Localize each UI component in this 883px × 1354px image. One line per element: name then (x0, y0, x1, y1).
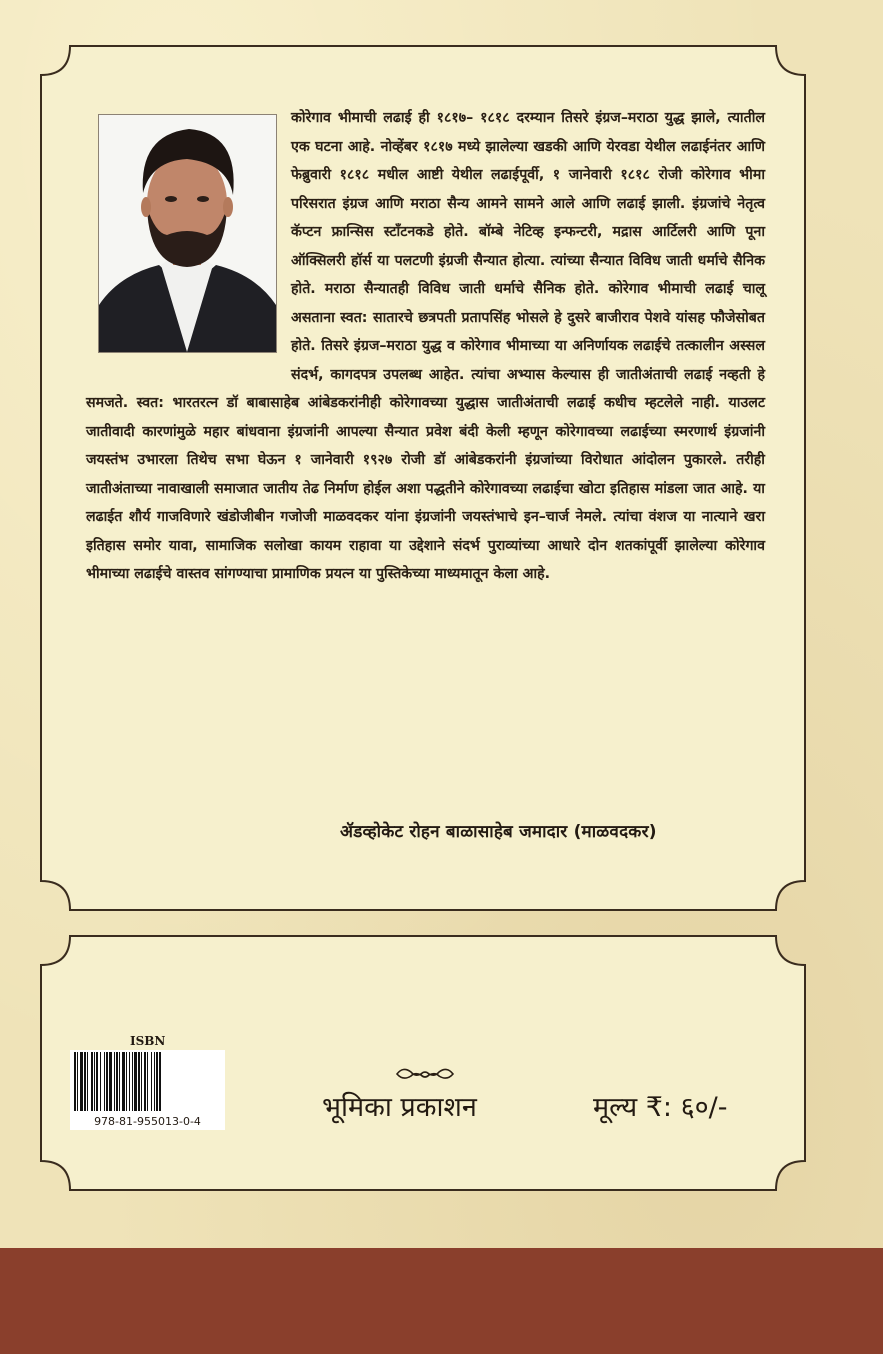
isbn-barcode (70, 1050, 225, 1113)
barcode-bar (126, 1052, 127, 1111)
barcode-bar (104, 1052, 105, 1111)
barcode-bar (96, 1052, 98, 1111)
barcode-bar (154, 1052, 155, 1111)
barcode-bar (134, 1052, 137, 1111)
barcode-bar (119, 1052, 120, 1111)
bottom-color-strip (0, 1248, 883, 1354)
barcode-bar (109, 1052, 112, 1111)
barcode-bar (156, 1052, 158, 1111)
barcode-bar (100, 1052, 101, 1111)
barcode-bar (159, 1052, 161, 1111)
isbn-label: ISBN (130, 1034, 166, 1048)
ornament-icon (393, 1065, 457, 1087)
barcode-bar (138, 1052, 140, 1111)
barcode-bar (87, 1052, 88, 1111)
price-label: मूल्य ₹: ६०/- (593, 1092, 728, 1123)
barcode-bar (114, 1052, 115, 1111)
barcode-bar (80, 1052, 83, 1111)
description-paragraph (86, 104, 765, 589)
barcode-bar (77, 1052, 78, 1111)
barcode-bar (132, 1052, 133, 1111)
isbn-number: 978-81-955013-0-4 (70, 1113, 225, 1130)
barcode-bar (74, 1052, 76, 1111)
barcode-bar (151, 1052, 152, 1111)
barcode-bar (91, 1052, 93, 1111)
barcode-bar (144, 1052, 146, 1111)
barcode-bar (147, 1052, 148, 1111)
barcode-bar (116, 1052, 118, 1111)
barcode-bar (141, 1052, 142, 1111)
barcode-bar (122, 1052, 125, 1111)
barcode-bar (129, 1052, 130, 1111)
barcode-bar (94, 1052, 95, 1111)
photo-wrap-spacer (86, 104, 291, 374)
author-credit: ॲडव्होकेट रोहन बाळासाहेब जमादार (माळवदकर) (340, 822, 657, 842)
barcode-bar (106, 1052, 108, 1111)
barcode-bar (84, 1052, 86, 1111)
publisher-name: भूमिका प्रकाशन (322, 1092, 477, 1123)
barcode-bars (70, 1050, 225, 1113)
description-text: कोरेगाव भीमाची लढाई ही १८१७– १८१८ दरम्यान तिसरे इंग्रज–मराठा युद्ध झाले, त्यातील एक घटना आहे. नोव्हेंबर १८१७ मध्ये झालेल्या खडकी आणि येरवडा येथील लढाईनंतर आणि फेब्रुवारी १८१८ मधील आष्टी येथील लढाईपूर्वी, १ जानेवारी १८१८ रोजी कोरेगाव भीमा परिसरात इंग्रज आणि मराठा सैन्य आमने सामने आले आणि लढाई झाली. इंग्रजांचे नेतृत्व कॅप्टन फ्रान्सिस स्टॉंटनकडे होते. बॉम्बे नेटिव्ह इन्फन्टरी, मद्रास आर्टिलरी आणि पूना ऑक्सिलरी हॉर्स या पलटणी इंग्रजी सैन्यात होत्या. त्यांच्या सैन्यात विविध जाती धर्माचे सैनिक होते. मराठा सैन्यातही विविध जाती धर्माचे सैनिक होते. कोरेगाव भीमाची लढाई चालू असताना स्वत: सातारचे छत्रपती प्रतापसिंह भोसले हे दुसरे बाजीराव पेशवे यांसह फौजेसोबत होते. तिसरे इंग्रज–मराठा युद्ध व कोरेगाव भीमाच्या या अनिर्णायक लढाईचे तत्कालीन अस्सल संदर्भ, कागदपत्र उपलब्ध आहेत. त्यांचा अभ्यास केल्यास ही जातीअंताची लढाई नव्हती हे समजते. स्वत: भारतरत्न डॉ बाबासाहेब आंबेडकरांनीही कोरेगावच्या युद्धास जातीअंताची लढाई कधीच म्हटलेले नाही. याउलट जातीवादी कारणांमुळे महार बांधवाना इंग्रजांनी आपल्या सैन्यात प्रवेश बंदी केली म्हणून कोरेगावच्या लढाईच्या स्मरणार्थ इंग्रजांनी जयस्तंभ उभारला तिथेच सभा घेऊन १ जानेवारी १९२७ रोजी डॉ आंबेडकरांनी इंग्रजांच्या विरोधात आंदोलन पुकारले. तरीही जातीअंताच्या नावाखाली समाजात जातीय तेढ निर्माण होईल अशा पद्धतीने कोरेगावच्या लढाईचा खोटा इतिहास मांडला जात आहे. या लढाईत शौर्य गाजविणारे खंडोजीबीन गजोजी माळवदकर यांना इंग्रजांनी जयस्तंभाचे इन–चार्ज नेमले. त्यांचा वंशज या नात्याने खरा इतिहास समोर यावा, सामाजिक सलोखा कायम राहावा या उद्देशाने संदर्भ पुराव्यांच्या आधारे दोन शतकांपूर्वी झालेल्या कोरेगाव भीमाच्या लढाईचे वास्तव सांगण्याचा प्रामाणिक प्रयत्न या पुस्तिकेच्या माध्यमातून केला आहे. (86, 110, 765, 582)
